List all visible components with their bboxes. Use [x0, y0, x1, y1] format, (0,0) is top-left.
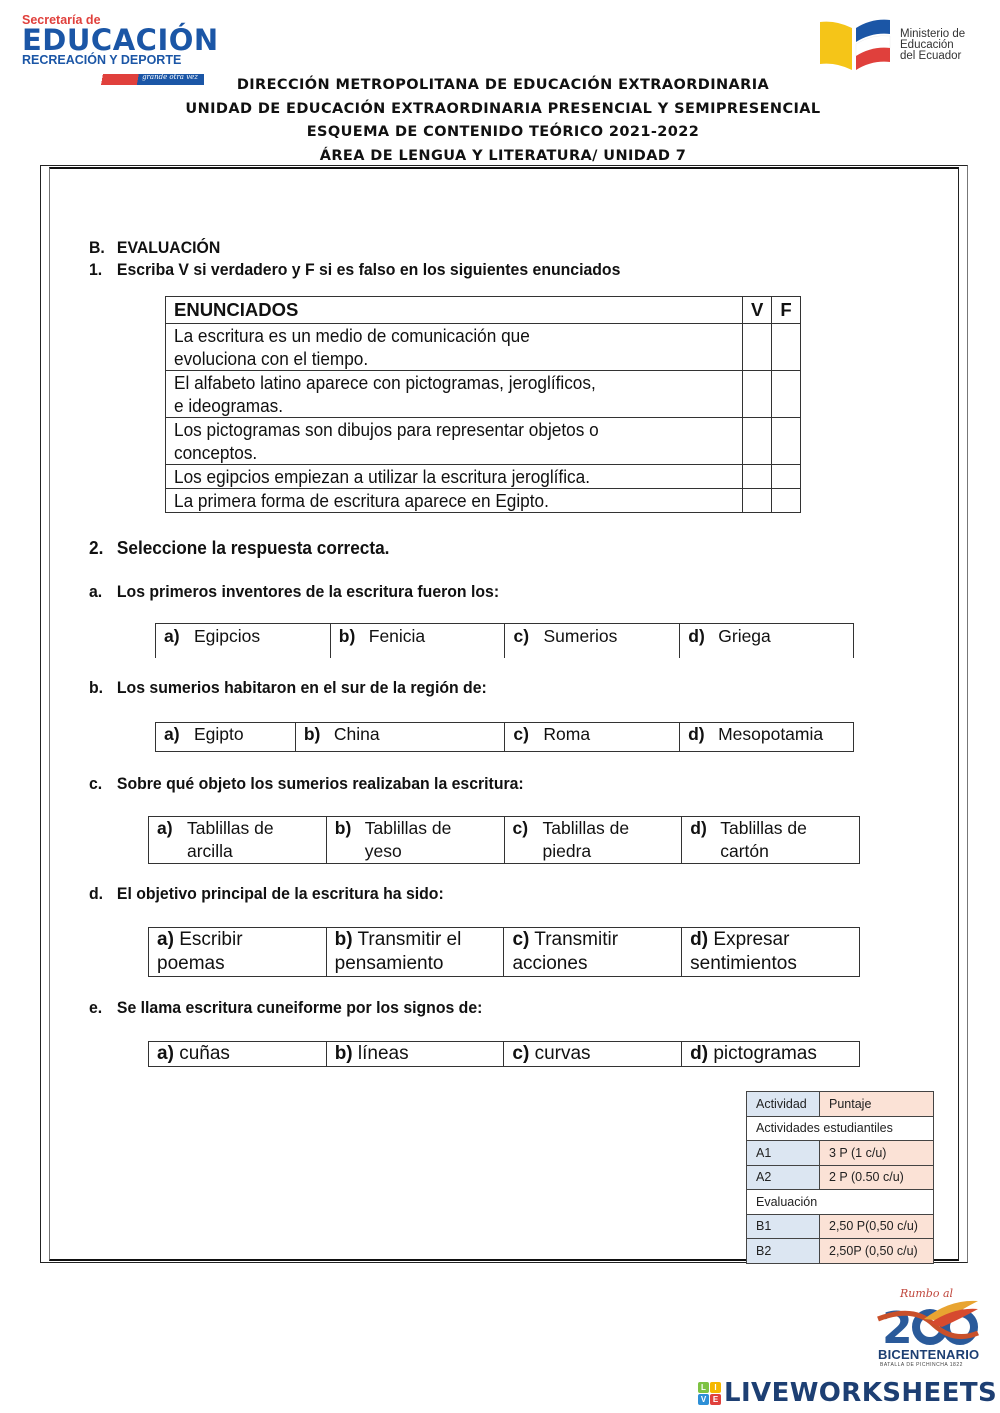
q2b-options — [155, 722, 854, 752]
statement-cell: El alfabeto latino aparece con pictogramas, jeroglíficos, e ideogramas. — [166, 371, 743, 418]
answer-f-cell[interactable] — [772, 418, 800, 465]
answer-f-cell[interactable] — [772, 465, 800, 489]
logo-tagline: grande otra vez — [142, 73, 198, 81]
option-a[interactable]: a) Tablillas de arcilla — [149, 817, 327, 864]
score-value: 2,50P (0,50 c/u) — [820, 1239, 934, 1264]
ministerio-text — [900, 29, 965, 62]
score-group-label: Actividades estudiantiles — [747, 1116, 934, 1141]
answer-v-cell[interactable] — [743, 324, 772, 371]
score-activity: B1 — [747, 1214, 820, 1239]
answer-v-cell[interactable] — [743, 489, 772, 513]
header-title-4: ÁREA DE LENGUA Y LITERATURA/ UNIDAD 7 — [319, 147, 687, 164]
section-title: EVALUACIÓN — [116, 238, 221, 257]
document-header-titles — [0, 74, 1000, 168]
option-a[interactable]: a) Egipcios — [156, 624, 331, 658]
q2a-options — [155, 623, 854, 658]
q1-number: 1. — [89, 260, 103, 279]
option-c[interactable]: c) curvas — [504, 1042, 682, 1067]
table-header-row — [166, 297, 801, 324]
option-d[interactable]: d) Mesopotamia — [680, 723, 854, 752]
score-table — [746, 1091, 934, 1264]
q2-text: Seleccione la respuesta correcta. — [116, 537, 390, 558]
question-text: Los primeros inventores de la escritura fueron los: — [116, 582, 500, 601]
answer-f-cell[interactable] — [772, 489, 800, 513]
header-title-1: DIRECCIÓN METROPOLITANA DE EDUCACIÓN EXTRAORDINARIA — [236, 77, 770, 93]
liveworksheets-wordmark: LIVEWORKSHEETS — [724, 1378, 998, 1408]
score-activity: A1 — [747, 1141, 820, 1166]
q2c-question — [89, 774, 524, 794]
score-activity: B2 — [747, 1239, 820, 1264]
question-text: Los sumerios habitaron en el sur de la región de: — [116, 678, 487, 697]
option-c[interactable]: c) Tablillas de piedra — [504, 817, 682, 864]
question-text: Sobre qué objeto los sumerios realizaban la escritura: — [116, 774, 524, 793]
score-value: 2,50 P(0,50 c/u) — [820, 1214, 934, 1239]
statement-cell: La escritura es un medio de comunicación que evoluciona con el tiempo. — [166, 324, 743, 371]
ministerio-educacion-logo — [818, 18, 988, 72]
score-group-row — [747, 1190, 934, 1215]
score-row — [747, 1141, 934, 1166]
question-letter: e. — [89, 998, 103, 1017]
logo-line-1: Secretaría de — [22, 13, 101, 27]
option-b[interactable]: b) China — [295, 723, 505, 752]
score-value: 3 P (1 c/u) — [820, 1141, 934, 1166]
statement-cell: Los egipcios empiezan a utilizar la escritura jeroglífica. — [166, 465, 743, 489]
answer-f-cell[interactable] — [772, 371, 800, 418]
question-letter: d. — [89, 884, 104, 903]
section-letter: B. — [89, 238, 105, 257]
score-value: 2 P (0.50 c/u) — [820, 1165, 934, 1190]
col-header-f: F — [772, 297, 800, 324]
option-c[interactable]: c) Roma — [505, 723, 680, 752]
q2c-options — [148, 816, 860, 864]
score-row — [747, 1165, 934, 1190]
table-row — [166, 465, 801, 489]
option-a[interactable]: a) Escribir poemas — [149, 928, 327, 977]
question-letter: c. — [89, 774, 103, 793]
bicentenario-logo — [868, 1287, 983, 1369]
statement-cell: La primera forma de escritura aparece en Egipto. — [166, 489, 743, 513]
q2d-options — [148, 927, 860, 977]
table-row — [166, 371, 801, 418]
score-group-label: Evaluación — [747, 1190, 934, 1215]
section-heading — [89, 238, 220, 258]
question-letter: a. — [89, 582, 103, 601]
ministerio-line-2: Educación — [900, 39, 954, 51]
option-b[interactable]: b) líneas — [326, 1042, 504, 1067]
option-c[interactable]: c) Transmitir acciones — [504, 928, 682, 977]
statement-cell: Los pictogramas son dibujos para representar objetos o conceptos. — [166, 418, 743, 465]
question-text: Se llama escritura cuneiforme por los signos de: — [116, 998, 483, 1017]
svg-text:2: 2 — [882, 1303, 913, 1347]
logo-line-3: RECREACIÓN Y DEPORTE — [22, 53, 182, 67]
option-d[interactable]: d) pictogramas — [682, 1042, 860, 1067]
q2a-question — [89, 582, 499, 602]
header-title-2: UNIDAD DE EDUCACIÓN EXTRAORDINARIA PRESENCIAL Y SEMIPRESENCIAL — [185, 100, 821, 117]
option-b[interactable]: b) Transmitir el pensamiento — [326, 928, 504, 977]
score-group-row — [747, 1116, 934, 1141]
bicentenario-word: BICENTENARIO — [878, 1347, 980, 1362]
score-activity: A2 — [747, 1165, 820, 1190]
q2b-question — [89, 678, 487, 698]
option-a[interactable]: a) cuñas — [149, 1042, 327, 1067]
true-false-table — [165, 296, 801, 513]
option-c[interactable]: c) Sumerios — [505, 624, 680, 658]
option-b[interactable]: b) Fenicia — [330, 624, 505, 658]
open-book-icon — [818, 18, 892, 72]
bicentenario-script: Rumbo al — [900, 1287, 954, 1300]
q1-instruction — [89, 260, 620, 280]
answer-f-cell[interactable] — [772, 324, 800, 371]
question-text: El objetivo principal de la escritura ha sido: — [116, 884, 444, 903]
score-header-row — [747, 1092, 934, 1117]
score-header-actividad: Actividad — [747, 1092, 820, 1117]
liveworksheets-logo — [698, 1378, 997, 1408]
live-cubes-icon: L I V E — [698, 1382, 721, 1405]
col-header-enunciados: ENUNCIADOS — [166, 297, 743, 324]
score-header-puntaje: Puntaje — [820, 1092, 934, 1117]
option-b[interactable]: b) Tablillas de yeso — [326, 817, 504, 864]
bicentenario-subtitle: BATALLA DE PICHINCHA 1822 — [880, 1362, 963, 1368]
option-a[interactable]: a) Egipto — [156, 723, 296, 752]
score-row — [747, 1239, 934, 1264]
q2e-question — [89, 998, 482, 1018]
q2-number: 2. — [89, 537, 104, 558]
table-row — [166, 489, 801, 513]
secretaria-educacion-logo — [22, 13, 219, 81]
question-letter: b. — [89, 678, 104, 697]
q2-instruction — [89, 537, 389, 559]
q2d-question — [89, 884, 444, 904]
option-d[interactable]: d) Expresar sentimientos — [682, 928, 860, 977]
answer-v-cell[interactable] — [743, 371, 772, 418]
table-row — [166, 324, 801, 371]
header-title-3: ESQUEMA DE CONTENIDO TEÓRICO 2021-2022 — [306, 124, 700, 140]
bicentenario-200-emblem-icon — [874, 1297, 982, 1347]
ministerio-line-3: del Ecuador — [900, 50, 962, 62]
option-d[interactable]: d) Tablillas de cartón — [682, 817, 860, 864]
q1-text: Escriba V si verdadero y F si es falso en los siguientes enunciados — [116, 260, 621, 279]
answer-v-cell[interactable] — [743, 418, 772, 465]
score-row — [747, 1214, 934, 1239]
col-header-v: V — [743, 297, 772, 324]
option-d[interactable]: d) Griega — [680, 624, 854, 658]
q2e-options — [148, 1041, 860, 1067]
table-row — [166, 418, 801, 465]
logo-line-2: EDUCACIÓN — [22, 23, 219, 57]
answer-v-cell[interactable] — [743, 465, 772, 489]
ministerio-line-1: Ministerio de — [900, 28, 966, 40]
